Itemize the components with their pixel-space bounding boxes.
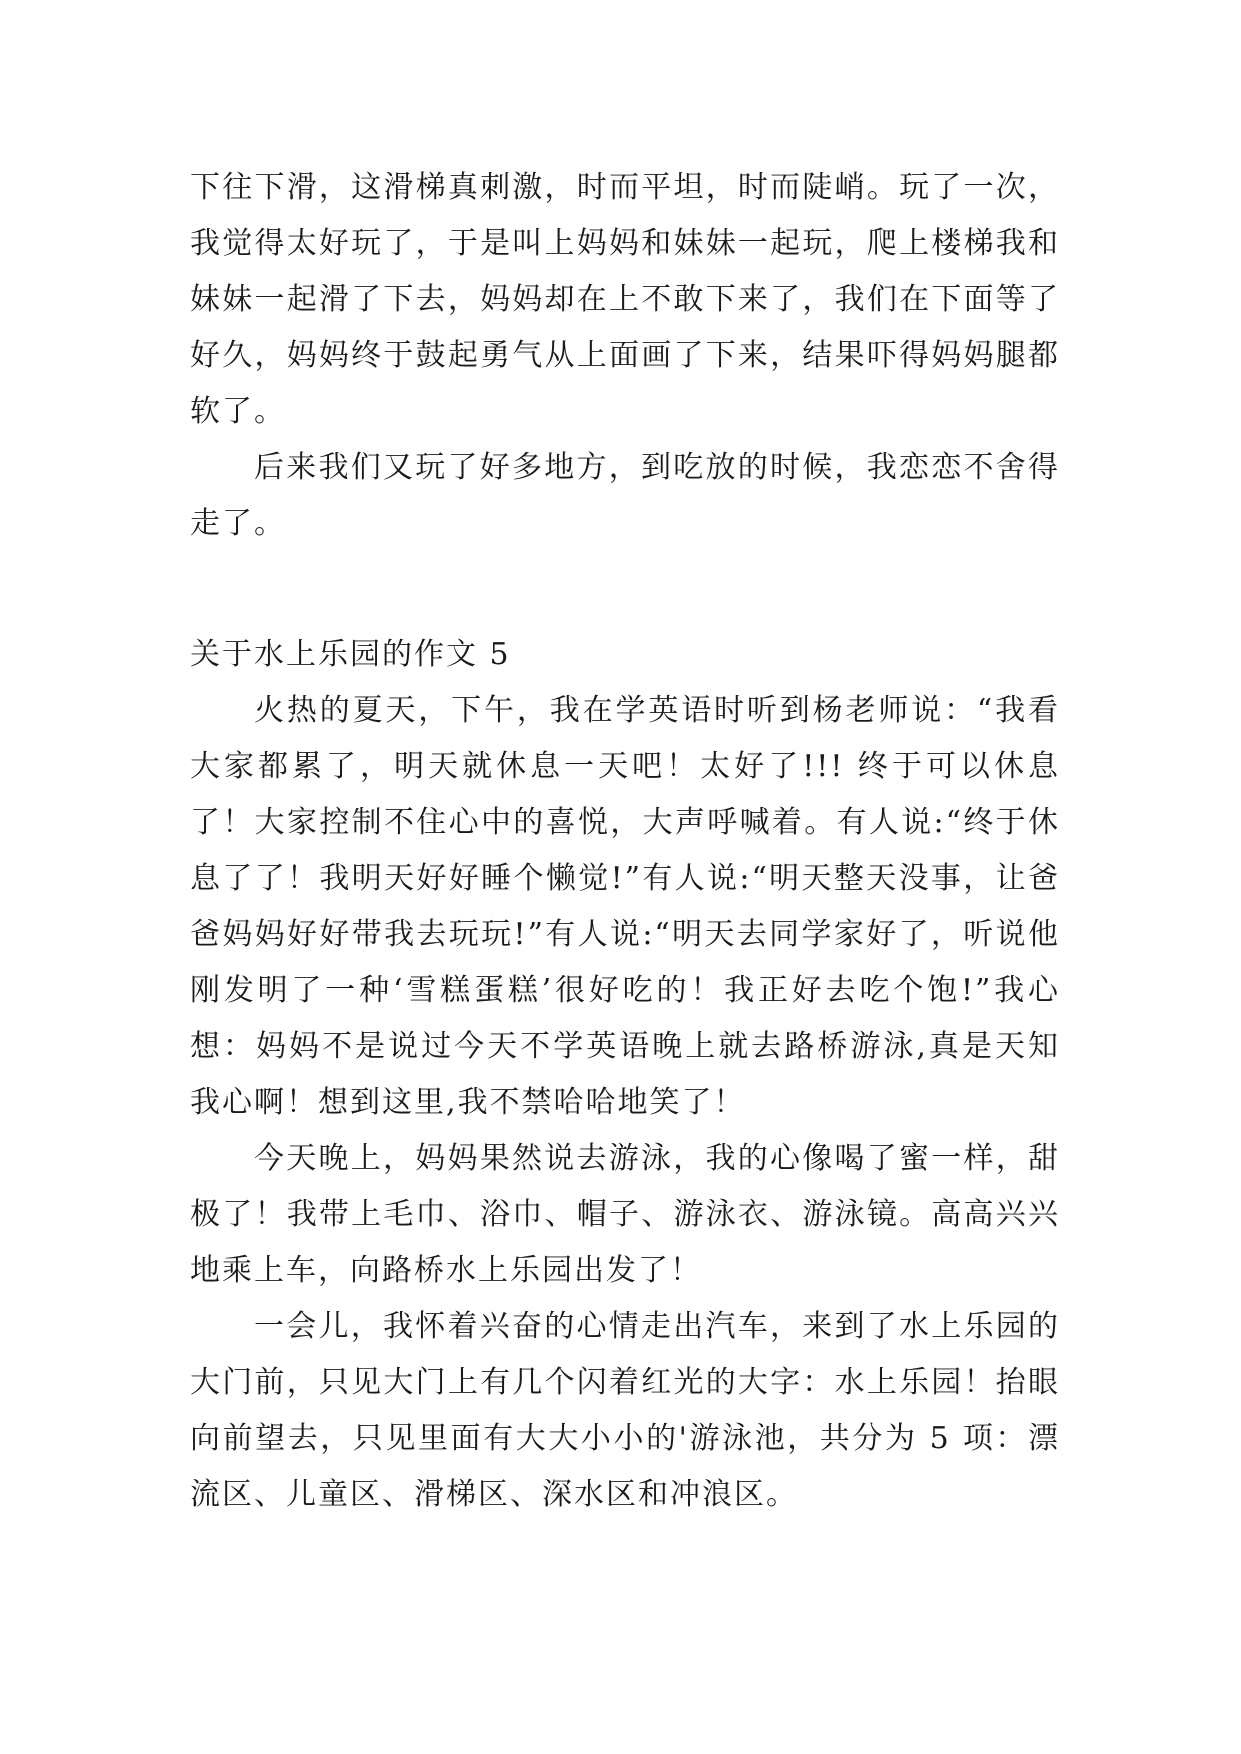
paragraph: 一会儿，我怀着兴奋的心情走出汽车，来到了水上乐园的大门前，只见大门上有几个闪着红光的大字：水上乐园！抬眼向前望去，只见里面有大大小小的'游泳池，共分为 5 项：漂流区、儿童区、滑梯区、深水区和冲浪区。: [190, 1309, 1060, 1512]
continued-text-section: [190, 160, 1060, 552]
paragraph: 今天晚上，妈妈果然说去游泳，我的心像喝了蜜一样，甜极了！我带上毛巾、浴巾、帽子、游泳衣、游泳镜。高高兴兴地乘上车，向路桥水上乐园出发了！: [190, 1141, 1060, 1288]
essay-title: 关于水上乐园的作文 5: [190, 637, 511, 672]
essay-body: [190, 683, 1060, 1523]
paragraph: 后来我们又玩了好多地方，到吃放的时候，我恋恋不舍得走了。: [190, 450, 1060, 541]
paragraph: 火热的夏天，下午，我在学英语时听到杨老师说：“我看大家都累了，明天就休息一天吧！太好了!!! 终于可以休息了！大家控制不住心中的喜悦，大声呼喊着。有人说:“终于休息了了！我明天好好睡个懒觉!”有人说:“明天整天没事，让爸爸妈妈好好带我去玩玩!”有人说:“明天去同学家好了，听说他刚发明了一种‘雪糕蛋糕’很好吃的！我正好去吃个饱!”我心想：妈妈不是说过今天不学英语晚上就去路桥游泳,真是天知我心啊！想到这里,我不禁哈哈地笑了！: [190, 693, 1060, 1120]
paragraph-continued: 下往下滑，这滑梯真刺激，时而平坦，时而陡峭。玩了一次，我觉得太好玩了，于是叫上妈妈和妹妹一起玩，爬上楼梯我和妹妹一起滑了下去，妈妈却在上不敢下来了，我们在下面等了好久，妈妈终于鼓起勇气从上面画了下来，结果吓得妈妈腿都软了。: [190, 170, 1060, 429]
